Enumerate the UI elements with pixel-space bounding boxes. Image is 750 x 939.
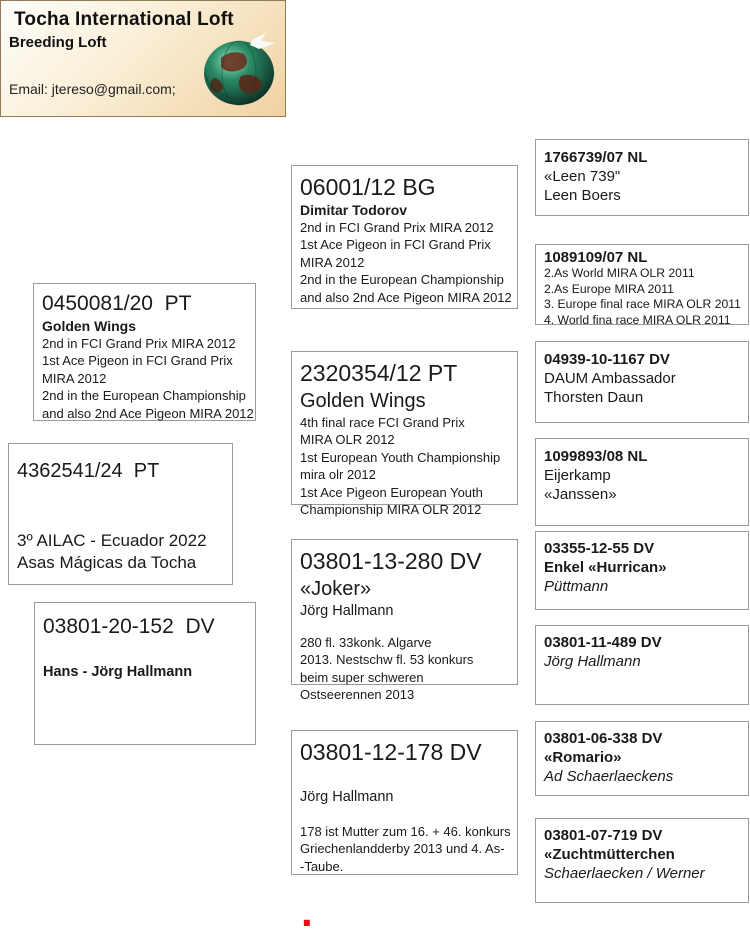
ring-number: 03801-13-280 DV — [300, 548, 482, 574]
result-line: Ostseerennen 2013 — [300, 687, 415, 703]
pedigree-box — [535, 244, 749, 325]
breeder-name: Püttmann — [544, 578, 609, 595]
strain-name: «Janssen» — [544, 486, 617, 503]
result-line: mira olr 2012 — [300, 467, 376, 483]
pigeon-name: «Zuchtmütterchen — [544, 846, 675, 863]
pigeon-name: Enkel «Hurrican» — [544, 559, 667, 576]
breeder-name: Ad Schaerlaeckens — [544, 768, 674, 785]
breeder-name: Jörg Hallmann — [544, 653, 641, 670]
pedigree-box — [535, 625, 749, 705]
ring-number: 03801-12-178 DV — [300, 739, 482, 765]
result-line: 4th final race FCI Grand Prix — [300, 415, 465, 430]
result-line: 2013. Nestschw fl. 53 konkurs — [300, 652, 474, 668]
breeder-name: Leen Boers — [544, 187, 621, 204]
pedigree-box — [535, 721, 749, 796]
red-period-mark: . — [301, 888, 313, 935]
result-line: 4. World fina race MIRA OLR 2011 — [544, 312, 731, 327]
pedigree-box — [535, 341, 749, 423]
result-line: MIRA OLR 2012 — [300, 432, 395, 448]
result-line: Championship MIRA OLR 2012 — [300, 502, 482, 518]
ring-number: 03355-12-55 DV — [544, 540, 655, 557]
loft-subtitle: Breeding Loft — [9, 34, 107, 51]
result-line: 1st European Youth Championship — [300, 449, 501, 465]
pigeon-name: «Joker» — [300, 578, 372, 600]
breeder-name: Jörg Hallmann — [300, 789, 394, 805]
result-line: Asas Mágicas da Tocha — [17, 553, 197, 572]
result-line: 1st Ace Pigeon European Youth — [300, 484, 483, 500]
result-line: Griechenlandderby 2013 und 4. As- — [300, 841, 505, 857]
pigeon-name: «Romario» — [544, 749, 622, 766]
ring-number: 03801-06-338 DV — [544, 730, 663, 747]
ring-number: 2320354/12 PT — [300, 360, 458, 386]
ring-number: 04939-10-1167 DV — [544, 351, 670, 368]
pedigree-box — [8, 443, 233, 585]
result-line: -Taube. — [300, 858, 344, 874]
ring-number: 03801-20-152 DV — [43, 615, 215, 638]
result-line: beim super schweren — [300, 669, 424, 685]
breeder-name: Schaerlaecken / Werner — [544, 865, 705, 882]
pedigree-box — [291, 730, 518, 875]
pigeon-name: «Leen 739" — [544, 168, 621, 185]
result-line: 178 ist Mutter zum 16. + 46. konkurs — [300, 824, 511, 839]
pedigree-box — [291, 351, 518, 518]
result-line: 280 fl. 33konk. Algarve — [300, 635, 432, 650]
result-line: MIRA 2012 — [300, 254, 365, 270]
pedigree-box — [535, 139, 749, 216]
pigeon-name: DAUM Ambassador — [544, 370, 676, 387]
result-line: 2nd in the European Championship — [300, 272, 504, 288]
pigeon-name: Golden Wings — [300, 390, 426, 412]
ring-number: 03801-07-719 DV — [544, 827, 663, 844]
pedigree-box — [535, 818, 749, 903]
breeder-name: Hans - Jörg Hallmann — [43, 664, 193, 680]
pedigree-box — [535, 531, 749, 610]
result-line: MIRA 2012 — [42, 370, 107, 386]
result-line: 2.As World MIRA OLR 2011 — [544, 266, 695, 280]
ring-number: 1089109/07 NL — [544, 249, 648, 266]
result-line: 2nd in FCI Grand Prix MIRA 2012 — [300, 220, 494, 235]
ring-number: 06001/12 BG — [300, 174, 436, 200]
pedigree-box — [34, 602, 256, 745]
pigeon-name: Golden Wings — [42, 318, 136, 334]
result-line: 3. Europe final race MIRA OLR 2011 — [544, 297, 741, 312]
loft-title: Tocha International Loft — [14, 9, 234, 30]
result-line: and also 2nd Ace Pigeon MIRA 2012 — [300, 289, 512, 305]
breeder-name: Jörg Hallmann — [300, 603, 394, 619]
result-line: 1st Ace Pigeon in FCI Grand Prix — [42, 353, 233, 369]
result-line: 3º AILAC - Ecuador 2022 — [17, 531, 207, 550]
ring-number: 1099893/08 NL — [544, 448, 648, 465]
pedigree-box — [535, 438, 749, 526]
ring-number: 1766739/07 NL — [544, 149, 648, 166]
globe-icon — [201, 27, 279, 114]
ring-number: 0450081/20 PT — [42, 292, 192, 315]
pigeon-name: Dimitar Todorov — [300, 202, 408, 218]
result-line: and also 2nd Ace Pigeon MIRA 2012 — [42, 405, 254, 421]
pedigree-box — [33, 283, 256, 421]
ring-number: 4362541/24 PT — [17, 460, 160, 482]
pedigree-box — [291, 539, 518, 703]
breeder-name: Thorsten Daun — [544, 389, 644, 406]
result-line: 2.As Europe MIRA 2011 — [544, 281, 674, 296]
result-line: 1st Ace Pigeon in FCI Grand Prix — [300, 237, 491, 253]
result-line: 2nd in the European Championship — [42, 388, 246, 404]
ring-number: 03801-11-489 DV — [544, 634, 662, 651]
result-line: 2nd in FCI Grand Prix MIRA 2012 — [42, 336, 236, 351]
breeder-name: Eijerkamp — [544, 467, 611, 484]
loft-email: Email: jtereso@gmail.com; — [9, 81, 176, 97]
loft-header-card — [0, 0, 286, 117]
pedigree-box — [291, 165, 518, 309]
